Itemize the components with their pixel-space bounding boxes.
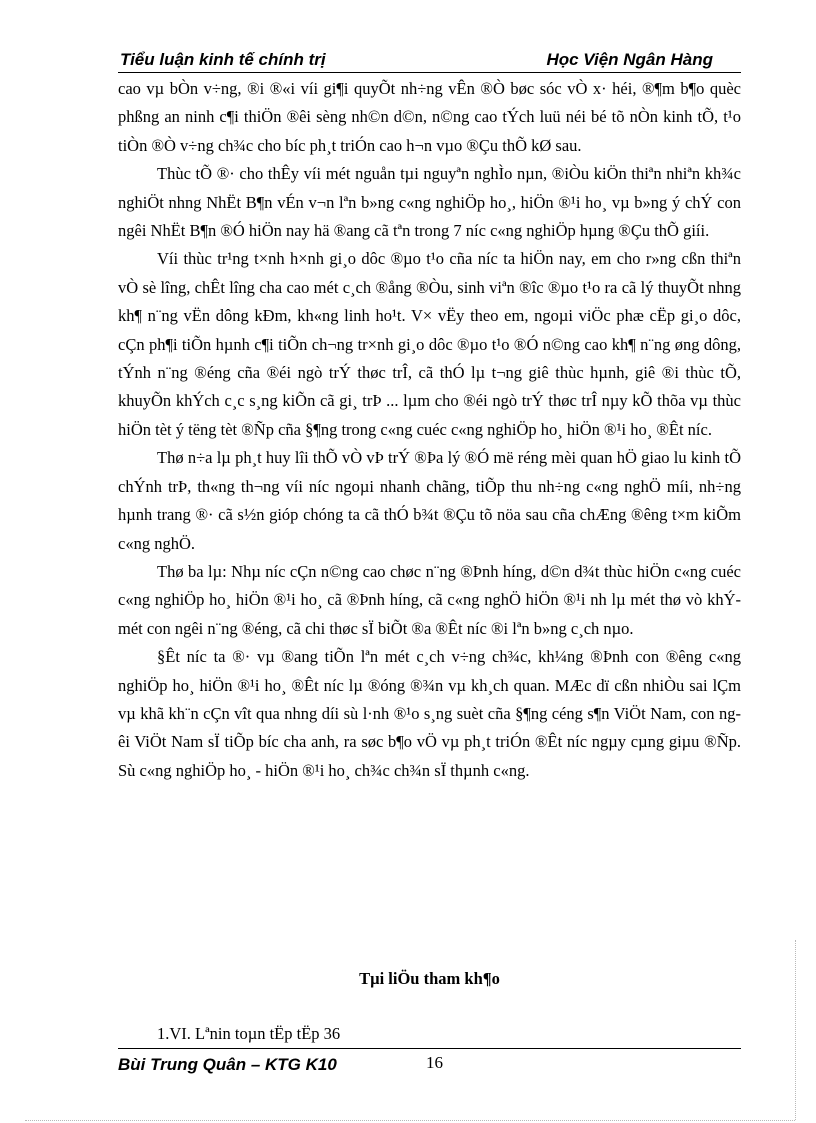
header-course-title: Tiểu luận kinh tế chính trị <box>120 50 326 69</box>
body-text <box>118 75 741 785</box>
footer-author: Bùi Trung Quân – KTG K10 <box>118 1055 337 1074</box>
paragraph-2: Thùc tÕ ®· cho thÊy víi mét nguån tµi nguyªn nghÌo nµn, ®iÒu kiÖn thiªn nhiªn kh¾c nghiÖt nhng NhËt B¶n vÉn v¬n lªn b»ng c«ng nghiÖp ho¸, hiÖn ®¹i ho¸ vµ b»ng ý chÝ con ngêi NhËt B¶n ®Ó hiÖn nay hä ®ang cã tªn trong 7 níc c«ng nghiÖp hµng ®Çu thÕ giíi. <box>118 164 741 241</box>
header-institution: Học Viện Ngân Hàng <box>546 50 713 69</box>
paragraph-5: Thø ba lµ: Nhµ níc cÇn n©ng cao chøc n¨ng ®Þnh híng, d©n d¾t thùc hiÖn c«ng cuéc c«ng nghiÖp ho¸ hiÖn ®¹i ho¸ cã ®Þnh híng, cã c«ng nghÖ hiÖn ®¹i nh lµ mét thø vò khÝ- mét con ngêi n¨ng ®éng, cã chi thøc sÏ biÕt ®a ®Êt níc ®i lªn b»ng c¸ch nµo. <box>118 561 741 638</box>
reference-item: 1.VI. Lªnin toµn tËp tËp 36 <box>157 1024 341 1043</box>
page-border-right <box>795 940 796 1120</box>
paragraph-6: §Êt níc ta ®· vµ ®ang tiÕn lªn mét c¸ch v÷ng ch¾c, kh¼ng ®Þnh con ®êng c«ng nghiÖp ho¸ hiÖn ®¹i ho¸ ®Êt níc lµ ®óng ®¾n vµ kh¸ch quan. MÆc dï cßn nhiÒu sai lÇm vµ khã kh¨n cÇn vît qua nhng díi sù l·nh ®¹o s¸ng suèt cña §¶ng céng s¶n ViÖt Nam, con ngêi ViÖt Nam sÏ tiÕp bíc cha anh, ra søc b¶o vÖ vµ ph¸t triÓn ®Êt níc ngµy cµng giµu ®Ñp. Sù c«ng nghiÖp ho¸ - hiÖn ®¹i ho¸ ch¾c ch¾n sÏ thµnh c«ng. <box>118 647 741 780</box>
page-header <box>118 50 741 73</box>
references-title: Tµi liÖu tham kh¶o <box>359 969 500 988</box>
page-border-bottom <box>25 1120 795 1121</box>
page-number: 16 <box>426 1053 443 1072</box>
page-footer <box>118 1048 741 1079</box>
paragraph-3: Víi thùc tr¹ng t×nh h×nh gi¸o dôc ®µo t¹o cña níc ta hiÖn nay, em cho r»ng cßn thiªn vÒ sè lîng, chÊt lîng cha cao mét c¸ch ®ång ®Òu, sinh viªn ®îc ®µo t¹o ra cã lý thuyÕt nhng kh¶ n¨ng vËn dông kÐm, kh«ng linh ho¹t. V× vËy theo em, ngoµi viÖc phæ cËp gi¸o dôc, cÇn ph¶i tiÕn hµnh c¶i tiÕn ch¬ng tr×nh gi¸o dôc ®µo t¹o ®Ó n©ng cao kh¶ n¨ng øng dông, tÝnh n¨ng ®éng cña ®éi ngò trÝ thøc trÎ, cã thÓ lµ t¬ng giê thùc hµnh, giê ®i thùc tÕ, khuyÕn khÝch c¸c s¸ng kiÕn cã gi¸ trÞ ... lµm cho ®éi ngò trÝ thøc trÎ nµy kÕ thõa vµ thùc hiÖn tèt ý tëng tèt ®Ñp cña §¶ng trong c«ng cuéc c«ng nghiÖp ho¸ hiÖn ®¹i ho¸ ®Êt níc. <box>118 249 741 439</box>
paragraph-1: cao vµ bÒn v÷ng, ®i ®«i víi gi¶i quyÕt nh÷ng vÊn ®Ò bøc sóc vÒ x· héi, ®¶m b¶o quèc phßng an ninh c¶i thiÖn ®êi sèng nh©n d©n, n©ng cao tÝch luü néi bé tõ nÒn kinh tÕ, t¹o tiÒn ®Ò v÷ng ch¾c cho bíc ph¸t triÓn cao h¬n vµo ®Çu thÕ kØ sau. <box>118 79 741 155</box>
paragraph-4: Thø n÷a lµ ph¸t huy lîi thÕ vÒ vÞ trÝ ®Þa lý ®Ó më réng mèi quan hÖ giao lu kinh tÕ chÝnh trÞ, th«ng th¬ng víi níc ngoµi nhanh chãng, tiÕp thu nh÷ng c«ng nghÖ míi, nh÷ng hµnh trang ®· cã s½n gióp chóng ta cã thÓ b¾t ®Çu tõ nöa sau cña chÆng ®êng t×m kiÕm c«ng nghÖ. <box>118 448 741 553</box>
